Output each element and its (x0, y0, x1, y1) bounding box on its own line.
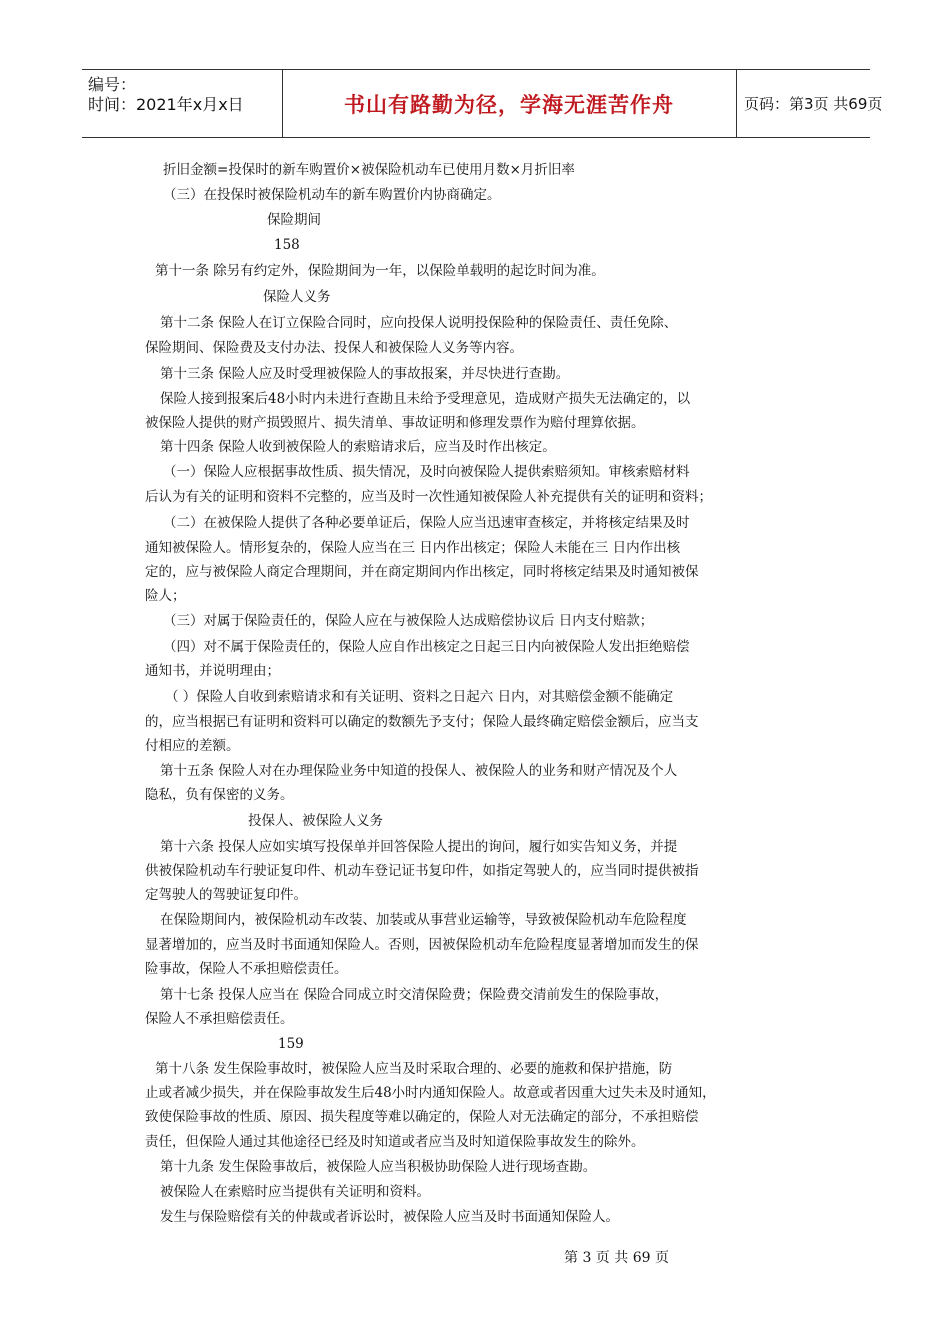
page-number-inline: 159 (278, 1036, 304, 1052)
body-line: 第十二条 保险人在订立保险合同时，应向投保人说明投保险种的保险责任、责任免除、 (160, 315, 678, 331)
document-header (82, 69, 883, 138)
body-line: （三）对属于保险责任的，保险人应在与被保险人达成赔偿协议后 日内支付赔款； (163, 613, 654, 629)
body-line: 第十四条 保险人收到被保险人的索赔请求后，应当及时作出核定。 (160, 439, 556, 455)
body-line: 致使保险事故的性质、原因、损失程度等难以确定的，保险人对无法确定的部分，不承担赔偿 (145, 1109, 699, 1125)
body-line: 第十五条 保险人对在办理保险业务中知道的投保人、被保险人的业务和财产情况及个人 (160, 763, 678, 779)
body-line: （四）对不属于保险责任的，保险人应自作出核定之日起三日内向被保险人发出拒绝赔偿 (163, 639, 690, 655)
body-line: 保险人不承担赔偿责任。 (145, 1011, 294, 1027)
page-footer: 第 3 页 共 69 页 (564, 1250, 669, 1266)
body-line: （ ）保险人自收到索赔请求和有关证明、资料之日起六 日内，对其赔偿金额不能确定 (165, 689, 674, 705)
body-line: （一）保险人应根据事故性质、损失情况，及时向被保险人提供索赔须知。审核索赔材料 (163, 464, 690, 480)
body-line: 定的，应与被保险人商定合理期间，并在商定期间内作出核定，同时将核定结果及时通知被保 (145, 564, 699, 580)
section-heading: 保险期间 (267, 212, 321, 228)
body-line: 第十一条 除另有约定外，保险期间为一年，以保险单载明的起讫时间为准。 (155, 263, 605, 279)
body-line: 隐私，负有保密的义务。 (145, 787, 294, 803)
body-line: 的，应当根据已有证明和资料可以确定的数额先予支付；保险人最终确定赔偿金额后，应当支 (145, 714, 699, 730)
body-line: 通知书，并说明理由； (145, 663, 280, 679)
body-line: 发生与保险赔偿有关的仲裁或者诉讼时，被保险人应当及时书面通知保险人。 (160, 1209, 619, 1225)
body-line: 第十七条 投保人应当在 保险合同成立时交清保险费；保险费交清前发生的保险事故， (160, 987, 669, 1003)
body-line: 显著增加的，应当及时书面通知保险人。否则，因被保险机动车危险程度显著增加而发生的保 (145, 937, 699, 953)
body-line: 险人； (145, 588, 186, 604)
section-heading: 投保人、被保险人义务 (248, 813, 383, 829)
body-line: 后认为有关的证明和资料不完整的，应当及时一次性通知被保险人补充提供有关的证明和资料； (145, 489, 712, 505)
header-meta-cell (82, 70, 283, 137)
page-number-inline: 158 (274, 237, 300, 253)
body-line: 止或者减少损失，并在保险事故发生后48小时内通知保险人。故意或者因重大过失未及时通知， (145, 1085, 716, 1101)
body-line: 保险期间、保险费及支付办法、投保人和被保险人义务等内容。 (145, 340, 523, 356)
header-motto-cell (282, 70, 737, 137)
body-line: 折旧金额=投保时的新车购置价×被保险机动车已使用月数×月折旧率 (163, 162, 575, 178)
body-line: （三）在投保时被保险机动车的新车购置价内协商确定。 (163, 187, 501, 203)
body-line: 供被保险机动车行驶证复印件、机动车登记证书复印件，如指定驾驶人的，应当同时提供被指 (145, 863, 699, 879)
body-line: 定驾驶人的驾驶证复印件。 (145, 887, 307, 903)
body-line: 第十六条 投保人应如实填写投保单并回答保险人提出的询问，履行如实告知义务，并提 (160, 839, 678, 855)
body-line: 保险人接到报案后48小时内未进行查勘且未给予受理意见，造成财产损失无法确定的，以 (160, 391, 691, 407)
body-line: 付相应的差额。 (145, 738, 240, 754)
body-line: 通知被保险人。情形复杂的，保险人应当在三 日内作出核定；保险人未能在三 日内作出核 (145, 540, 681, 556)
body-line: （二）在被保险人提供了各种必要单证后，保险人应当迅速审查核定，并将核定结果及时 (163, 515, 690, 531)
code-label: 编号： (88, 75, 137, 94)
page-info: 页码：第3页 共69页 (744, 95, 883, 113)
date-label: 时间：2021年x月x日 (88, 95, 244, 114)
body-line: 第十三条 保险人应及时受理被保险人的事故报案，并尽快进行查勘。 (160, 366, 570, 382)
body-line: 险事故，保险人不承担赔偿责任。 (145, 961, 348, 977)
body-line: 第十九条 发生保险事故后，被保险人应当积极协助保险人进行现场查勘。 (160, 1159, 597, 1175)
body-line: 被保险人在索赔时应当提供有关证明和资料。 (160, 1184, 430, 1200)
body-line: 第十八条 发生保险事故时，被保险人应当及时采取合理的、必要的施救和保护措施，防 (155, 1061, 673, 1077)
motto-text: 书山有路勤为径，学海无涯苦作舟 (344, 92, 674, 117)
body-line: 责任，但保险人通过其他途径已经及时知道或者应当及时知道保险事故发生的除外。 (145, 1134, 645, 1150)
body-line: 在保险期间内，被保险机动车改装、加装或从事营业运输等，导致被保险机动车危险程度 (160, 912, 687, 928)
header-page-cell (736, 70, 883, 137)
body-line: 被保险人提供的财产损毁照片、损失清单、事故证明和修理发票作为赔付理算依据。 (145, 415, 645, 431)
section-heading: 保险人义务 (263, 289, 331, 305)
